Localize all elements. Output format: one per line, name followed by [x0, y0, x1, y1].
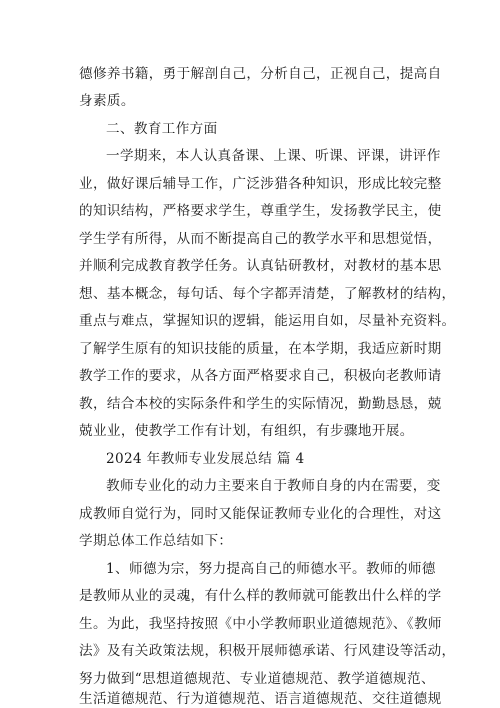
text-line: 兢业业，使教学工作有计划，有组织，有步骤地开展。 — [79, 423, 414, 439]
section-heading: 二、教育工作方面 — [106, 121, 218, 137]
text-line: 教学工作的要求，从各方面严格要求自己，积极向老教师请 — [79, 368, 442, 384]
section-title: 2024 年教师专业发展总结 篇 4 — [106, 451, 305, 467]
text-line: 了解学生原有的知识技能的质量，在本学期，我适应新时期 — [79, 341, 442, 357]
text-line: 教师专业化的动力主要来自于教师自身的内在需要，变 — [106, 478, 441, 494]
text-line: 重点与难点，掌握知识的逻辑，能运用自如，尽量补充资料。 — [79, 313, 456, 329]
text-line: 想、基本概念，每句话、每个字都弄清楚，了解教材的结构， — [79, 286, 456, 302]
text-line: 努力做到“思想道德规范、专业道德规范、教学道德规范、 — [79, 671, 435, 687]
text-line: 业，做好课后辅导工作，广泛涉猎各种知识，形成比较完整 — [79, 176, 442, 192]
text-line: 一学期来，本人认真备课、上课、听课、评课，讲评作 — [106, 148, 441, 164]
text-line: 并顺利完成教育教学任务。认真钻研教材，对教材的基本思 — [79, 258, 442, 274]
text-line: 是教师从业的灵魂，有什么样的教师就可能教出什么样的学 — [79, 588, 442, 604]
text-line: 生。为此，我坚持按照《中小学教师职业道德规范》、《教师 — [79, 616, 442, 632]
text-line: 学期总体工作总结如下： — [79, 533, 233, 549]
text-line: 的知识结构，严格要求学生，尊重学生，发扬教学民主，使 — [79, 203, 442, 219]
text-line: 生活道德规范、行为道德规范、语言道德规范、交往道德规 — [79, 691, 442, 707]
text-line: 1、师德为宗，努力提高自己的师德水平。教师的师德 — [106, 561, 436, 577]
text-line: 身素质。 — [79, 93, 135, 109]
text-line: 教，结合本校的实际条件和学生的实际情况，勤勤恳恳，兢 — [79, 396, 442, 412]
text-line: 成教师自觉行为，同时又能保证教师专业化的合理性，对这 — [79, 506, 442, 522]
text-line: 德修养书籍，勇于解剖自己，分析自己，正视自己，提高自 — [79, 66, 442, 82]
text-line: 法》及有关政策法规，积极开展师德承诺、行风建设等活动， — [79, 643, 456, 659]
text-line: 学生学有所得，从而不断提高自己的教学水平和思想觉悟， — [79, 231, 442, 247]
